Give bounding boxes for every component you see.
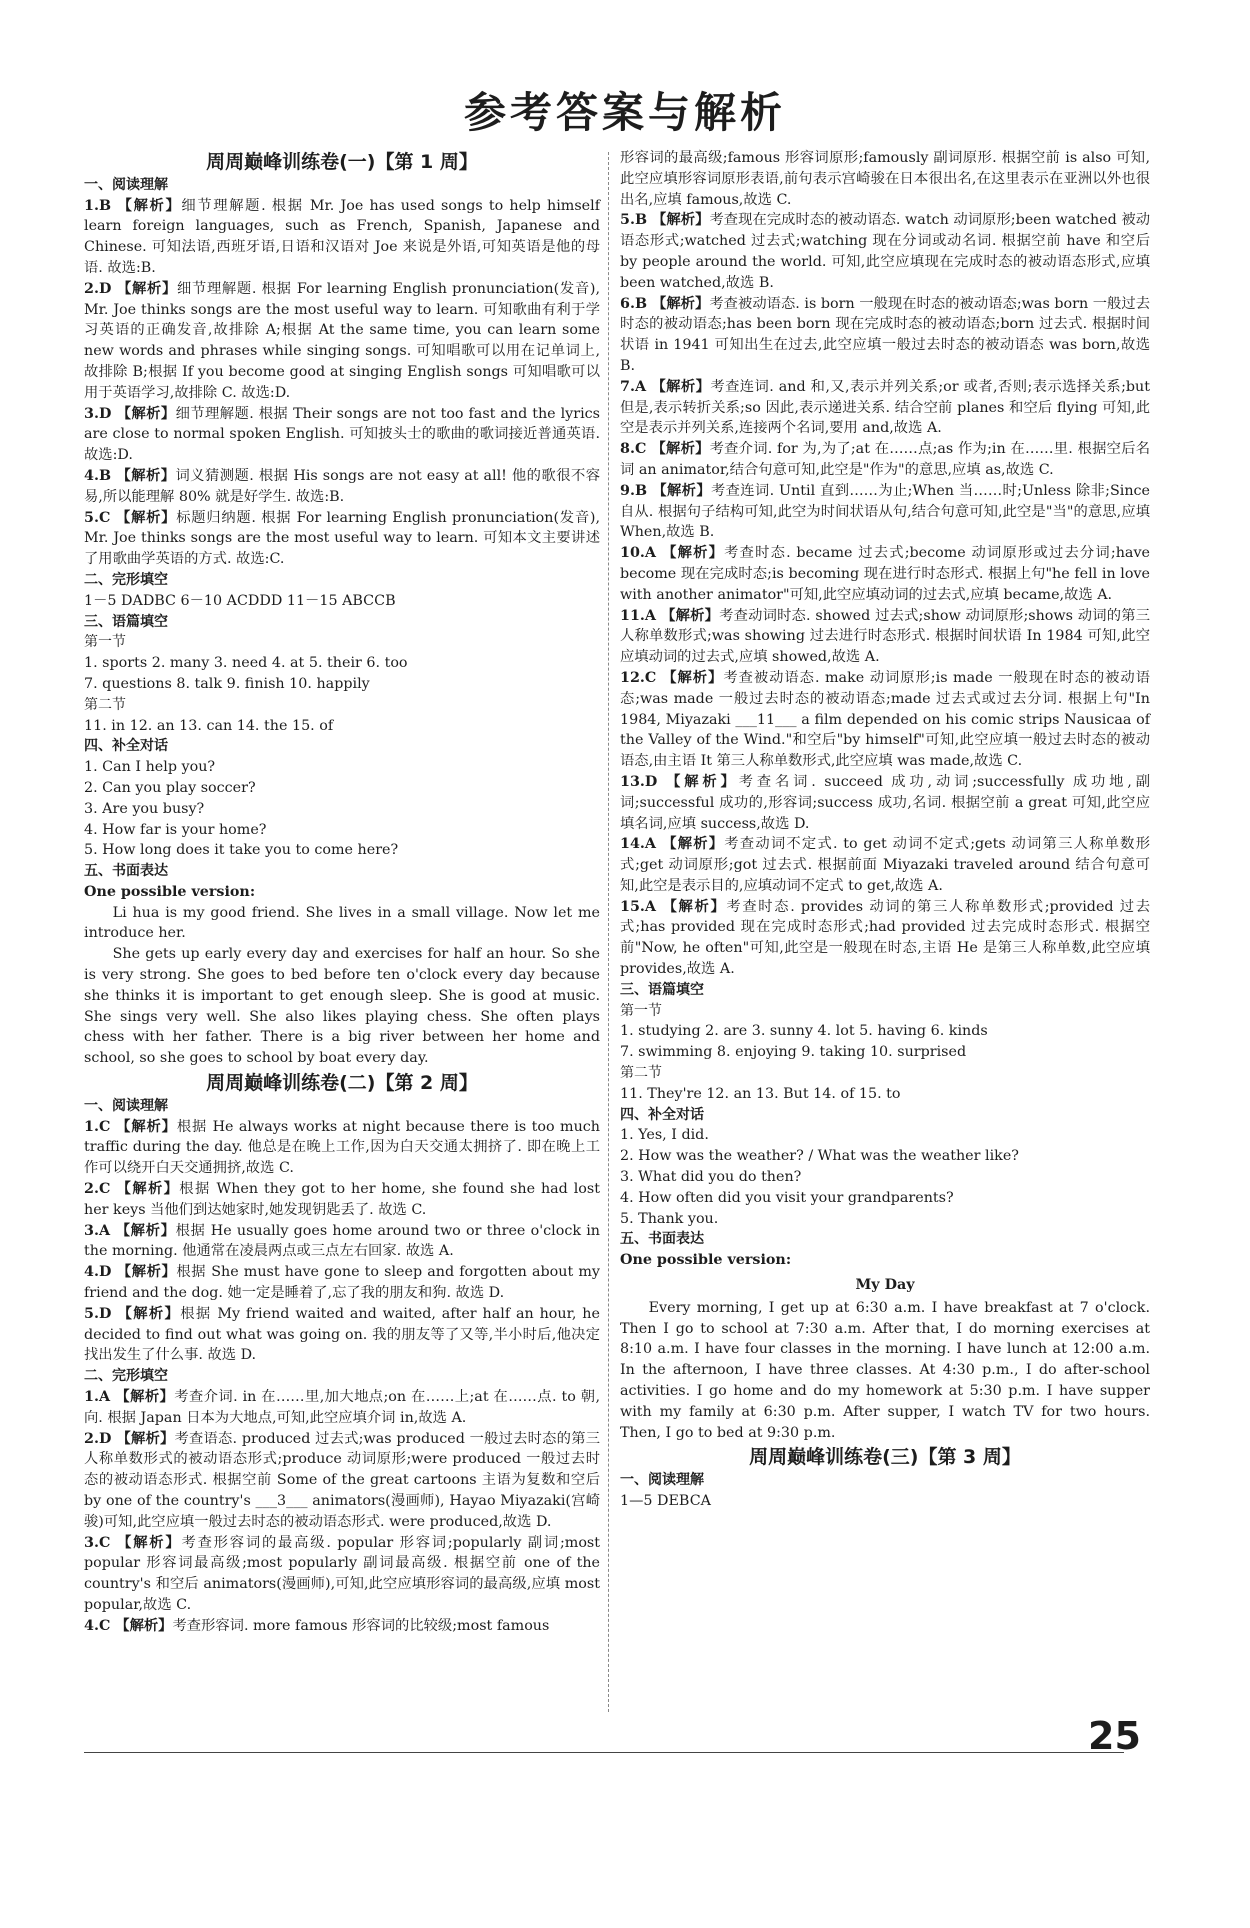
- item-number: 5.: [620, 212, 635, 229]
- analysis-tag: 【解析】: [116, 1264, 177, 1281]
- analysis-tag: 【解析】: [116, 509, 177, 526]
- item-answer: B: [634, 212, 653, 229]
- explanation-text: 考查介词. for 为,为了;at 在……点;as 作为;in 在……里. 根据空后名词 an animator,结合句意可知,此空是"作为"的意思,应填 as,故选 C.: [620, 441, 1151, 478]
- explanation-text: 考查时态. provides 动词的第三人称单数形式;provided 过去式;has provided 现在完成时态形式;had provided 过去完成时态形式. 根据空前"Now, he often"可知,此空是一般现在时态,主语 He 是第三人称单数,此空应填 provides,故选 A.: [620, 898, 1151, 978]
- explanation-text: 根据 She must have gone to sleep and forgotten about my friend and the dog. 她一定是睡着了,忘了我的朋友和狗. 故选 D.: [84, 1264, 600, 1302]
- explanation-text: 考查动词不定式. to get 动词不定式;gets 动词第三人称单数形式;get 动词原形;got 过去式. 根据前面 Miyazaki traveled around 结合句意可知,此空是表示目的,应填动词不定式 to get,故选 A.: [620, 836, 1150, 894]
- item-answer: A: [644, 836, 663, 853]
- item-answer: C: [98, 509, 117, 526]
- explanation-text: 考查介词. in 在……里,加大地点;on 在……上;at 在……点. to 朝,向. 根据 Japan 日本为大地点,可知,此空应填介词 in,故选 A.: [84, 1389, 601, 1426]
- item-number: 3.: [84, 1222, 99, 1239]
- answer-row: 11. They're 12. an 13. But 14. of 15. to: [620, 1085, 901, 1102]
- analysis-tag: 【解析】: [651, 378, 711, 395]
- answer-row: 3. Are you busy?: [84, 800, 205, 817]
- item-number: 3.: [84, 1534, 99, 1551]
- item-number: 4.: [84, 1617, 99, 1634]
- answer-row: 2. How was the weather? / What was the weather like?: [620, 1148, 1019, 1165]
- item-answer: D: [98, 1305, 118, 1322]
- explanation-text: 考查名词. succeed 成功,动词;successfully 成功地,副词;successful 成功的,形容词;success 成功,名词. 根据空前 a great 可知,此空应填名词,应填 success,故选 D.: [620, 773, 1150, 832]
- item-answer: A: [644, 607, 662, 624]
- explanation-text: 考查形容词的最高级. popular 形容词;popularly 副词;most popular 形容词最高级;most popularly 副词最高级. 根据空前 one of the country's 和空后 animators(漫画师),可知,此空应填形容词的最高级,应填 most popular,故选 C.: [84, 1534, 601, 1613]
- answer-row: 1. Can I help you?: [84, 759, 216, 776]
- answer-item: [84, 1179, 600, 1221]
- item-answer: C: [98, 1534, 118, 1551]
- section-heading: 二、完形填空: [84, 1368, 168, 1385]
- analysis-tag: 【解析】: [666, 773, 739, 790]
- explanation-text: 细节理解题. 根据 Mr. Joe has used songs to help himself learn foreign languages, such as French, Spanish, Japanese and Chinese. 可知法语,西班牙语,日语和汉语对 Joe 来说是外语,可知英语是他的母语. 故选:B.: [84, 197, 600, 276]
- explanation-text: 形容词的最高级;famous 形容词原形;famously 副词原形. 根据空前 is also 可知,此空应填形容词原形表语,前句表示宫崎骏在日本很出名,在这里表示在亚洲以外也很出名,应填 famous,故选 C.: [620, 150, 1150, 208]
- item-number: 2.: [84, 1430, 99, 1447]
- explanation-text: 考查被动语态. is born 一般现在时态的被动语态;was born 一般过去时态的被动语态;has been born 现在完成时态的被动语态;born 过去式. 根据时间状语 in 1941 可知出生在过去,此空应填一般过去时态的被动语态 was born,故选 B.: [620, 295, 1150, 374]
- answer-item: [84, 1616, 600, 1637]
- item-answer: D: [98, 1264, 117, 1281]
- answer-row: 11. in 12. an 13. can 14. the 15. of: [84, 717, 334, 734]
- answer-row: 1. sports 2. many 3. need 4. at 5. their 6. too: [84, 655, 408, 672]
- section-heading: 四、补全对话: [84, 738, 168, 755]
- answer-item: [84, 1117, 600, 1179]
- answer-row: 3. What did you do then?: [620, 1169, 802, 1186]
- answer-item: [84, 1304, 600, 1366]
- section-title: 周周巅峰训练卷(一)【第 1 周】: [206, 151, 478, 173]
- answer-row: 1. studying 2. are 3. sunny 4. lot 5. having 6. kinds: [620, 1023, 988, 1040]
- column-divider: [608, 152, 609, 1712]
- answer-item: [84, 466, 600, 508]
- analysis-tag: 【解析】: [116, 1430, 175, 1447]
- subsection-label: 第一节: [620, 1002, 662, 1019]
- explanation-text: 根据 My friend waited and waited, after half an hour, he decided to find out what was going on. 我的朋友等了又等,半小时后,他决定找出发生了什么事. 故选 D.: [84, 1305, 600, 1364]
- section-heading: 一、阅读理解: [620, 1472, 704, 1489]
- essay-paragraph: Li hua is my good friend. She lives in a small village. Now let me introduce her.: [84, 904, 600, 942]
- explanation-text: 根据 When they got to her home, she found she had lost her keys 当他们到达她家时,她发现钥匙丢了. 故选 C.: [84, 1181, 600, 1218]
- explanation-text: 考查时态. became 过去式;become 动词原形或过去分词;have become 现在完成时态;is becoming 现在进行时态形式. 根据上句"he fell in love with another animator"可知,此空应填动词的过去式,应填 became,故选 A.: [620, 545, 1150, 603]
- answer-item: [84, 508, 600, 570]
- analysis-tag: 【解析】: [116, 405, 176, 422]
- item-number: 10.: [620, 545, 645, 562]
- item-answer: A: [644, 898, 663, 915]
- item-number: 4.: [84, 1264, 99, 1281]
- answer-row: 1－5 DADBC 6－10 ACDDD 11－15 ABCCB: [84, 592, 396, 609]
- item-answer: A: [634, 378, 652, 395]
- answer-item: [84, 1221, 600, 1263]
- analysis-tag: 【解析】: [115, 1617, 173, 1634]
- section-heading: 四、补全对话: [620, 1106, 704, 1123]
- answer-item: [84, 404, 600, 466]
- explanation-text: 根据 He always works at night because there is too much traffic during the day. 他总是在晚上工作,因为白天交通太拥挤了. 即在晚上工作可以绕开白天交通拥挤,故选 C.: [84, 1118, 601, 1177]
- subsection-label: 第一节: [84, 634, 126, 651]
- item-number: 14.: [620, 836, 645, 853]
- answer-item: [620, 377, 1150, 439]
- answer-row: 2. Can you play soccer?: [84, 779, 256, 796]
- essay-paragraph: She gets up early every day and exercises for half an hour. So she is very strong. She goes to bed before ten o'clock every day because she thinks it is important to get enough sleep. She is good at music. She sings very well. She also likes playing chess. She often plays chess with her father. There is a big river between her home and school, so she goes to school by boat every day.: [84, 946, 600, 1067]
- item-number: 9.: [620, 482, 635, 499]
- item-number: 3.: [84, 405, 99, 422]
- page-title: 参考答案与解析: [463, 88, 786, 137]
- item-answer: C: [634, 441, 652, 458]
- analysis-tag: 【解析】: [117, 1534, 182, 1551]
- analysis-tag: 【解析】: [662, 669, 724, 686]
- explanation-text: 考查连词. Until 直到……为止;When 当……时;Unless 除非;Since 自从. 根据句子结构可知,此空为时间状语从句,结合句意可知,此空是"当"的意思,应填 When,故选 B.: [620, 482, 1150, 541]
- item-answer: A: [98, 1222, 116, 1239]
- item-answer: D: [98, 1430, 117, 1447]
- analysis-tag: 【解析】: [652, 295, 710, 312]
- explanation-text: 根据 He usually goes home around two or three o'clock in the morning. 他通常在凌晨两点或三点左右回家. 故选 A.: [84, 1222, 600, 1260]
- answer-item: [620, 834, 1150, 896]
- item-answer: B: [98, 197, 118, 214]
- item-number: 12.: [620, 669, 645, 686]
- item-number: 1.: [84, 197, 99, 214]
- analysis-tag: 【解析】: [115, 1222, 176, 1239]
- section-heading: 一、阅读理解: [84, 176, 168, 193]
- answer-row: 4. How far is your home?: [84, 821, 267, 838]
- answer-item: [620, 668, 1150, 772]
- explanation-text: 词义猜测题. 根据 His songs are not easy at all! 他的歌很不容易,所以能理解 80% 就是好学生. 故选:B.: [84, 467, 601, 505]
- explanation-text: 考查语态. produced 过去式;was produced 一般过去时态的第三人称单数形式的被动语态形式;produce 动词原形;were produced 一般过去时态的被动语态形式. 根据空前 Some of the great cartoons 主语为复数和空后 by one of the country's ___3___ animators(漫画师), Hayao Miyazaki(宫崎骏)可知,此空应填一般过去时态的被动语态形式. were produced,故选 D.: [84, 1430, 600, 1530]
- analysis-tag: 【解析】: [652, 482, 711, 499]
- section-title: 周周巅峰训练卷(三)【第 3 周】: [749, 1446, 1021, 1469]
- answer-item: [84, 279, 600, 404]
- item-number: 8.: [620, 441, 635, 458]
- item-number: 15.: [620, 898, 645, 915]
- answer-item: [84, 1429, 600, 1533]
- answer-item: [620, 210, 1150, 293]
- explanation-text: 考查现在完成时态的被动语态. watch 动词原形;been watched 被动语态形式;watched 过去式;watching 现在分词或动名词. 根据空前 have 和空后 by people around the world. 可知,此空应填现在完成时态的被动语态形式,应填 been watched,故选 B.: [620, 212, 1151, 291]
- item-answer: C: [98, 1617, 116, 1634]
- answer-item: [84, 1262, 600, 1304]
- analysis-tag: 【解析】: [652, 212, 710, 229]
- explanation-text: 考查形容词. more famous 形容词的比较级;most famous: [172, 1617, 550, 1634]
- analysis-tag: 【解析】: [117, 1305, 181, 1322]
- answer-item: [84, 1387, 600, 1429]
- analysis-tag: 【解析】: [117, 280, 177, 297]
- explanation-text: 标题归纳题. 根据 For learning English pronunciation(发音), Mr. Joe thinks songs are the most useful way to learn. 可知本文主要讲述了用歌曲学英语的方式. 故选:C.: [84, 509, 601, 568]
- analysis-tag: 【解析】: [651, 441, 710, 458]
- section-heading: 五、书面表达: [620, 1231, 704, 1248]
- essay-title: My Day: [855, 1277, 915, 1294]
- answer-item: [620, 543, 1150, 605]
- explanation-text: 考查连词. and 和,又,表示并列关系;or 或者,否则;表示选择关系;but 但是,表示转折关系;so 因此,表示递进关系. 结合空前 planes 和空后 flying 可知,此空是表示并列关系,连接两个名词,要用 and,故选 A.: [620, 378, 1150, 437]
- item-number: 13.: [620, 773, 645, 790]
- item-answer: A: [644, 545, 663, 562]
- explanation-text: 细节理解题. 根据 Their songs are not too fast and the lyrics are close to normal spoken English. 可知披头士的歌曲的歌词接近普通英语. 故选:D.: [84, 405, 600, 464]
- page-number: 25: [1088, 1714, 1141, 1758]
- answer-row: 7. questions 8. talk 9. finish 10. happily: [84, 675, 370, 692]
- answer-row: 1—5 DEBCA: [620, 1493, 711, 1509]
- item-answer: D: [644, 773, 667, 790]
- answer-row: 4. How often did you visit your grandparents?: [620, 1189, 954, 1206]
- section-heading: 三、语篇填空: [84, 613, 168, 630]
- analysis-tag: 【解析】: [661, 607, 720, 624]
- subsection-label: 第二节: [84, 696, 126, 713]
- answer-row: 1. Yes, I did.: [620, 1127, 709, 1144]
- answer-item: [620, 606, 1150, 668]
- item-answer: D: [98, 405, 117, 422]
- right-column: [620, 148, 1150, 1512]
- item-number: 11.: [620, 607, 645, 624]
- footer-rule: [84, 1752, 1124, 1753]
- answer-row: 7. swimming 8. enjoying 9. taking 10. surprised: [620, 1044, 967, 1061]
- item-number: 5.: [84, 1305, 99, 1322]
- analysis-tag: 【解析】: [662, 545, 725, 562]
- item-number: 4.: [84, 467, 99, 484]
- item-number: 2.: [84, 1181, 99, 1198]
- section-heading: 二、完形填空: [84, 571, 168, 588]
- answer-item: [620, 439, 1150, 481]
- section-heading: 五、书面表达: [84, 863, 168, 880]
- item-answer: A: [98, 1389, 116, 1406]
- item-number: 1.: [84, 1389, 99, 1406]
- answer-row: 5. Thank you.: [620, 1210, 719, 1227]
- answer-item: [620, 772, 1150, 834]
- item-number: 2.: [84, 280, 99, 297]
- section-title: 周周巅峰训练卷(二)【第 2 周】: [206, 1072, 478, 1095]
- analysis-tag: 【解析】: [116, 467, 176, 484]
- explanation-text: 考查动词时态. showed 过去式;show 动词原形;shows 动词的第三人称单数形式;was showing 过去进行时态形式. 根据时间状语 In 1984 可知,此空应填动词的过去式,应填 showed,故选 A.: [620, 607, 1150, 666]
- answer-item: [84, 1533, 600, 1616]
- item-number: 6.: [620, 295, 635, 312]
- essay-paragraph: Every morning, I get up at 6:30 a.m. I have breakfast at 7 o'clock. Then I go to school at 7:30 a.m. After that, I do morning exercises at 8:10 a.m. I have four classes in the morning. I have lunch at 12:00 a.m. In the afternoon, I have three classes. At 4:30 p.m., I do after-school activities. I go home and do my homework at 5:30 p.m. I have supper with my family at 6:30 p.m. After supper, I watch TV for two hours. Then, I go to bed at 9:30 p.m.: [620, 1299, 1150, 1441]
- answer-item: [620, 481, 1150, 543]
- analysis-tag: 【解析】: [116, 1118, 177, 1135]
- explanation-text: 考查被动语态. make 动词原形;is made 一般现在时态的被动语态;was made 一般过去时态的被动语态;made 过去式或过去分词. 根据上句"In 1984, Miyazaki ___11___ a film depended on his comic strips Nausicaa of the Valley of the Wind."和空后"by himself"可知,此空应填一般过去时态的被动语态,由主语 It 第三人称单数形式,此空应填 was made,故选 C.: [620, 669, 1151, 770]
- analysis-tag: 【解析】: [662, 836, 725, 853]
- answer-row: 5. How long does it take you to come here?: [84, 842, 399, 859]
- section-heading: 一、阅读理解: [84, 1097, 168, 1114]
- answer-item: [620, 294, 1150, 377]
- analysis-tag: 【解析】: [116, 1181, 180, 1198]
- item-answer: C: [98, 1118, 117, 1135]
- version-label: One possible version:: [84, 883, 256, 900]
- answer-item: [620, 897, 1150, 980]
- item-answer: C: [98, 1181, 117, 1198]
- item-answer: B: [634, 295, 653, 312]
- version-label: One possible version:: [620, 1252, 792, 1269]
- item-answer: D: [98, 280, 118, 297]
- analysis-tag: 【解析】: [662, 898, 727, 915]
- item-number: 7.: [620, 378, 635, 395]
- subsection-label: 第二节: [620, 1065, 662, 1082]
- analysis-tag: 【解析】: [115, 1389, 175, 1406]
- item-answer: C: [644, 669, 663, 686]
- item-number: 1.: [84, 1118, 99, 1135]
- section-heading: 三、语篇填空: [620, 981, 704, 998]
- analysis-tag: 【解析】: [117, 197, 182, 214]
- explanation-text: 细节理解题. 根据 For learning English pronunciation(发音), Mr. Joe thinks songs are the most useful way to learn. 可知歌曲有利于学习英语的正确发音,故排除 A;根据 At the same time, you can learn some new words and phrases while singing songs. 可知唱歌可以用在记单词上,故排除 B;根据 If you become good at singing English songs 可知唱歌可以用于英语学习,故排除 C. 故选:D.: [84, 280, 600, 401]
- answer-item: [84, 196, 600, 279]
- item-answer: B: [634, 482, 653, 499]
- left-column: [84, 148, 600, 1637]
- item-answer: B: [98, 467, 117, 484]
- item-number: 5.: [84, 509, 99, 526]
